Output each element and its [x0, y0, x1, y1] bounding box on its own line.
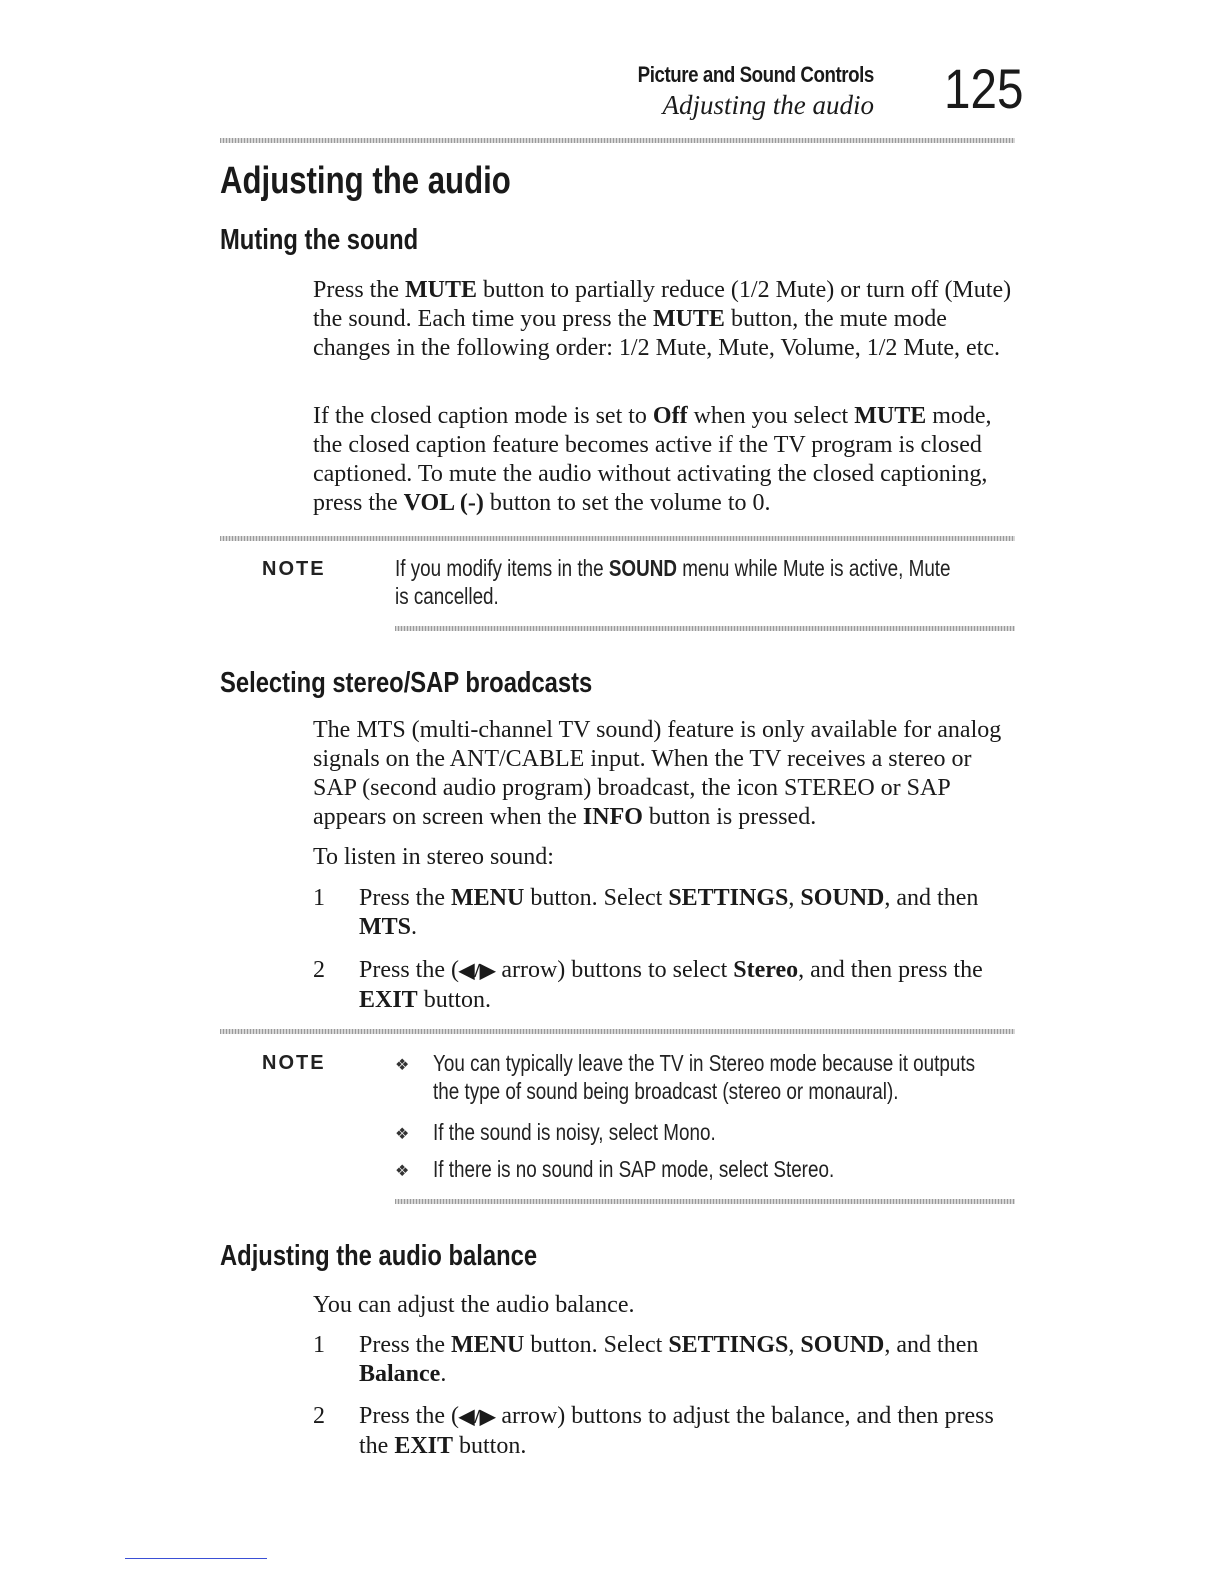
section-heading-stereo: Selecting stereo/SAP broadcasts — [220, 667, 593, 699]
stereo-step-2: Press the (◀/▶ arrow) buttons to select Stereo, and then press the EXIT button. — [359, 957, 983, 1013]
diamond-bullet-icon: ❖ — [395, 1126, 410, 1143]
note-bullet-line: the type of sound being broadcast (stereo or monaural). — [433, 1078, 899, 1104]
balance-paragraph-1: You can adjust the audio balance. — [313, 1292, 635, 1318]
muting-paragraph-1: Press the MUTE button to partially reduce (1/2 Mute) or turn off (Mute) the sound. Each time you press the MUTE button, the mute mode changes in the following order: 1/2 Mute, Mute, Volume, 1/2 Mute, etc. — [313, 277, 1012, 361]
header-divider — [220, 138, 1015, 143]
step-number: 1 — [313, 1332, 325, 1358]
note-bullet-line: If there is no sound in SAP mode, select Stereo. — [433, 1156, 835, 1182]
note-bullet-line: You can typically leave the TV in Stereo mode because it outputs — [433, 1050, 976, 1076]
note-bullet-line: If the sound is noisy, select Mono. — [433, 1119, 716, 1145]
stereo-paragraph-1: The MTS (multi-channel TV sound) feature is only available for analog signals on the ANT/CABLE input. When the TV receives a stereo or SAP (second audio program) broadcast, the icon STEREO or SAP appears on screen when the INFO button is pressed. — [313, 717, 1002, 830]
diamond-bullet-icon: ❖ — [395, 1163, 410, 1180]
balance-step-2: Press the (◀/▶ arrow) buttons to adjust the balance, and then press the EXIT button. — [359, 1403, 994, 1459]
diamond-bullet-icon: ❖ — [395, 1057, 410, 1074]
left-right-arrows-icon: ◀/▶ — [458, 1406, 496, 1428]
note-divider-top — [220, 536, 1015, 541]
step-number: 2 — [313, 1403, 325, 1429]
muting-paragraph-2: If the closed caption mode is set to Off when you select MUTE mode, the closed caption feature becomes active if the TV program is closed captioned. To mute the audio without activating the closed captioning, press the VOL (-) button to set the volume to 0. — [313, 403, 992, 516]
stereo-paragraph-2: To listen in stereo sound: — [313, 844, 554, 870]
note-text-line: If you modify items in the SOUND menu while Mute is active, Mute — [395, 555, 951, 581]
running-header — [596, 62, 874, 121]
note-label: NOTE — [262, 558, 326, 580]
note-text-line: is cancelled. — [395, 583, 499, 609]
note-divider-top — [220, 1029, 1015, 1034]
section-heading-balance: Adjusting the audio balance — [220, 1240, 538, 1272]
note-divider-bottom — [395, 1199, 1015, 1204]
header-section-title: Picture and Sound Controls — [637, 62, 874, 87]
balance-step-1: Press the MENU button. Select SETTINGS, SOUND, and then Balance. — [359, 1332, 979, 1387]
page-number: 125 — [944, 57, 1024, 120]
step-number: 1 — [313, 885, 325, 911]
stereo-step-1: Press the MENU button. Select SETTINGS, SOUND, and then MTS. — [359, 885, 979, 940]
step-number: 2 — [313, 957, 325, 983]
left-right-arrows-icon: ◀/▶ — [458, 960, 496, 982]
note-label: NOTE — [262, 1052, 326, 1074]
note-divider-bottom — [395, 626, 1015, 631]
page-title: Adjusting the audio — [220, 160, 511, 202]
section-heading-muting: Muting the sound — [220, 224, 419, 256]
header-subsection-title: Adjusting the audio — [662, 90, 874, 120]
footer-link-underline — [125, 1558, 267, 1559]
